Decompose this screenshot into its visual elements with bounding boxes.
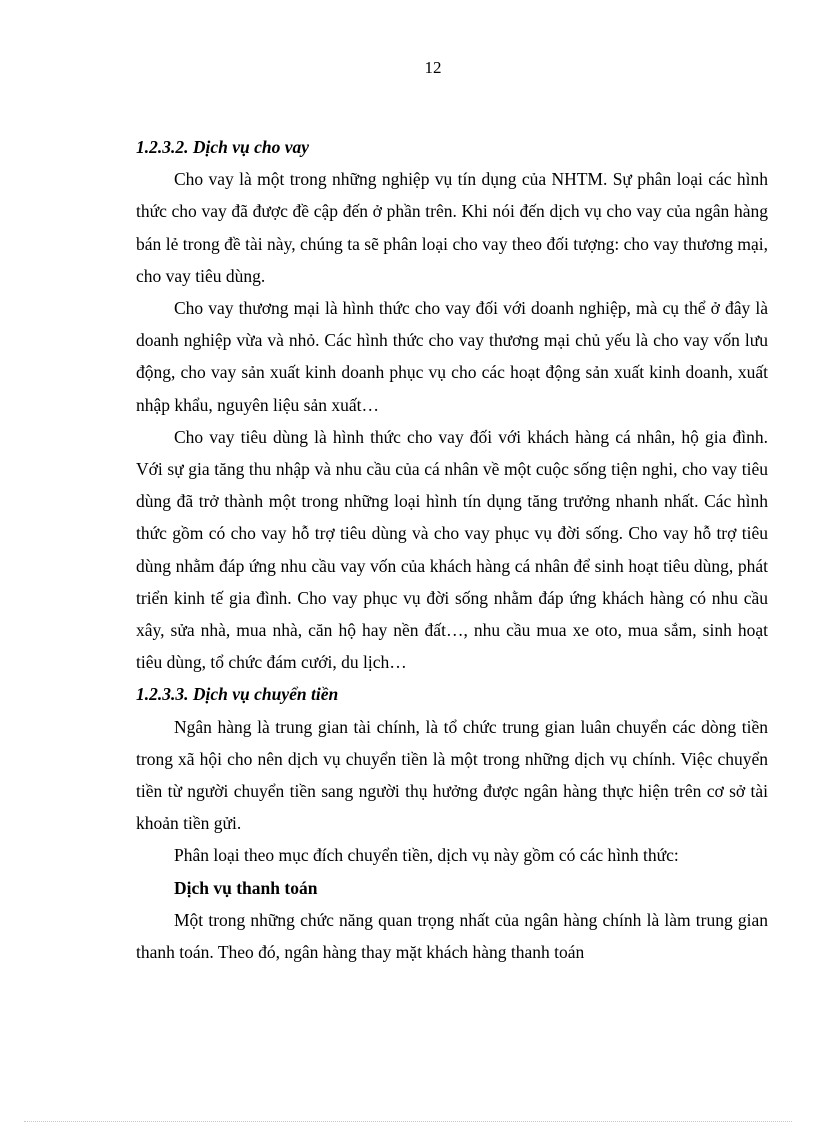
- paragraph: Cho vay thương mại là hình thức cho vay đối với doanh nghiệp, mà cụ thể ở đây là doanh nghiệp vừa và nhỏ. Các hình thức cho vay thương mại chủ yếu là cho vay vốn lưu động, cho vay sản xuất kinh doanh phục vụ cho các hoạt động sản xuất kinh doanh, xuất nhập khẩu, nguyên liệu sản xuất…: [136, 298, 768, 415]
- paragraph: Một trong những chức năng quan trọng nhất của ngân hàng chính là làm trung gian thanh toán. Theo đó, ngân hàng thay mặt khách hàng thanh toán: [136, 909, 768, 963]
- document-body: [136, 131, 768, 968]
- page-number: 12: [424, 58, 442, 77]
- paragraph: Cho vay là một trong những nghiệp vụ tín dụng của NHTM. Sự phân loại các hình thức cho vay đã được đề cập đến ở phần trên. Khi nói đến dịch vụ cho vay của ngân hàng bán lẻ trong đề tài này, chúng ta sẽ phân loại cho vay theo đối tượng: cho vay thương mại, cho vay tiêu dùng.: [136, 169, 768, 286]
- page-bottom-divider: [24, 1121, 792, 1122]
- paragraph: Ngân hàng là trung gian tài chính, là tổ chức trung gian luân chuyển các dòng tiền trong xã hội cho nên dịch vụ chuyển tiền là một trong những dịch vụ chính. Việc chuyển tiền từ người chuyển tiền sang người thụ hưởng được ngân hàng thực hiện trên cơ sở tài khoản tiền gửi.: [136, 716, 768, 834]
- section-heading-transfer-service: 1.2.3.3. Dịch vụ chuyển tiền: [136, 684, 339, 705]
- subheading-payment-service: Dịch vụ thanh toán: [174, 877, 318, 898]
- paragraph: Phân loại theo mục đích chuyển tiền, dịch vụ này gồm có các hình thức:: [174, 845, 679, 866]
- paragraph: Cho vay tiêu dùng là hình thức cho vay đối với khách hàng cá nhân, hộ gia đình. Với sự gia tăng thu nhập và nhu cầu của cá nhân về một cuộc sống tiện nghi, cho vay tiêu dùng đã trở thành một trong những loại hình tín dụng tăng trưởng nhanh nhất. Các hình thức gồm có cho vay hỗ trợ tiêu dùng và cho vay phục vụ đời sống. Cho vay hỗ trợ tiêu dùng nhằm đáp ứng nhu cầu vay vốn của khách hàng cá nhân để sinh hoạt tiêu dùng, phát triển kinh tế gia đình. Cho vay phục vụ đời sống nhằm đáp ứng khách hàng có nhu cầu xây, sửa nhà, mua nhà, căn hộ hay nền đất…, nhu cầu mua xe oto, mua sắm, sinh hoạt tiêu dùng, tổ chức đám cưới, du lịch…: [136, 426, 768, 673]
- section-heading-loan-service: 1.2.3.2. Dịch vụ cho vay: [136, 137, 310, 157]
